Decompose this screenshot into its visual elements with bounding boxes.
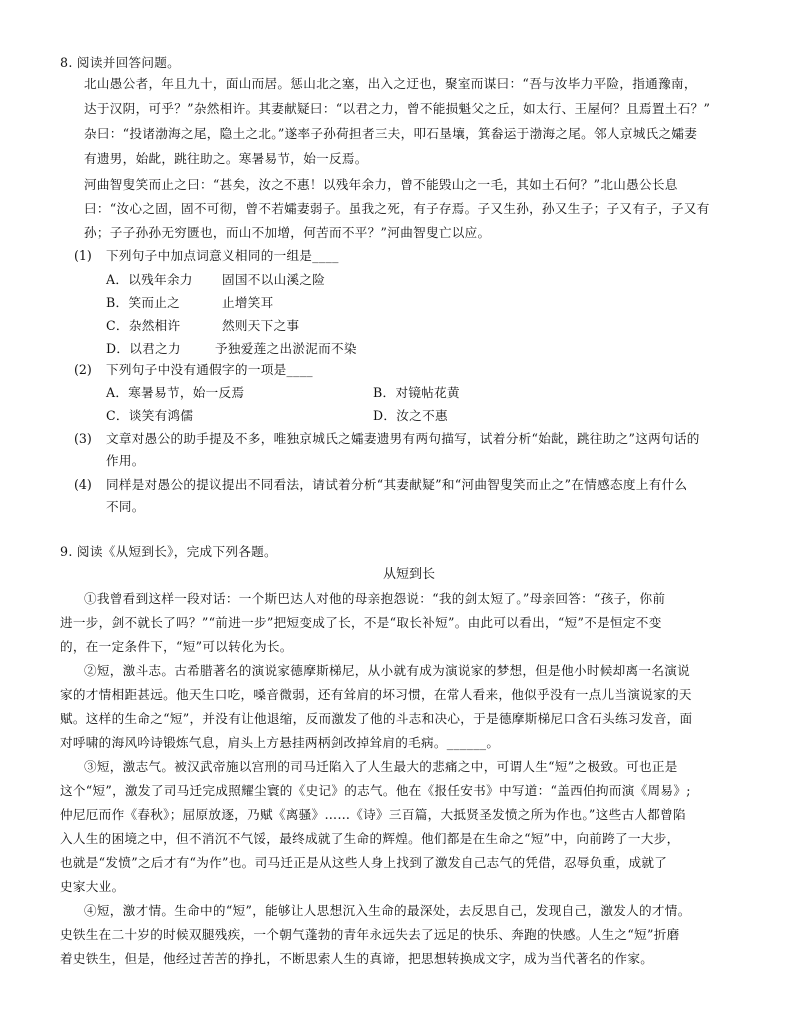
q8-sub2-number: (2) <box>74 362 92 377</box>
q8-passage-line: 达于汉阴，可乎？”杂然相许。其妻献疑曰：“以君之力，曾不能损魁父之丘，如太行、王屋何？且焉置土石？” <box>84 101 711 116</box>
q8-sub2-option-b: B．对镜帖花黄 <box>373 385 460 400</box>
q8-sub1-option-b: B．笑而止之 <box>106 295 181 310</box>
q8-sub1-option-c: C．杂然相许 <box>106 318 181 333</box>
article-paragraph-line: ③短，激志气。被汉武帝施以宫刑的司马迁陷入了人生最大的悲痛之中，可谓人生“短”之极致。可也正是 <box>84 759 678 774</box>
q8-sub1-option-b-pair: 止增笑耳 <box>222 295 274 310</box>
article-title: 从短到长 <box>383 567 436 582</box>
q8-sub4-text: 不同。 <box>106 499 145 514</box>
q8-sub1-number: (1) <box>74 248 92 263</box>
q8-sub3-text: 文章对愚公的助手提及不多，唯独京城氏之孀妻遗男有两句描写，试着分析“始龀，跳往助之”这两句话的 <box>106 431 700 446</box>
q8-sub1-option-a-pair: 固国不以山溪之险 <box>222 272 326 287</box>
article-paragraph-line: 这个“短”，激发了司马迁完成照耀尘寰的《史记》的志气。他在《报任安书》中写道：“盖西伯拘而演《周易》; <box>60 783 691 798</box>
q8-passage-line: 有遗男，始龀，跳往助之。寒暑易节，始一反焉。 <box>84 151 368 166</box>
article-paragraph-line: 入人生的困境之中，但不消沉不气馁，最终成就了生命的辉煌。他们都是在生命之“短”中，向前跨了一大步， <box>60 831 680 846</box>
article-paragraph-line: 的，在一定条件下，“短”可以转化为长。 <box>60 639 293 654</box>
q8-sub1-option-c-pair: 然则天下之事 <box>222 318 300 333</box>
q8-passage-line: 河曲智叟笑而止之曰：“甚矣，汝之不惠！以残年余力，曾不能毁山之一毛，其如土石何？”北山愚公长息 <box>84 177 678 192</box>
q8-sub2-option-a: A．寒暑易节，始一反焉 <box>106 385 245 400</box>
q8-passage-line: 杂曰：“投诸渤海之尾，隐土之北。”遂率子孙荷担者三夫，叩石垦壤，箕畚运于渤海之尾。邻人京城氏之孀妻 <box>84 126 698 141</box>
q8-sub2-option-c: C．谈笑有鸿儒 <box>106 408 194 423</box>
article-paragraph-line: 进一步，剑不就长了吗？”“前进一步”把短变成了长，不是“取长补短”。由此可以看出，“短”不是恒定不变 <box>60 615 662 630</box>
q8-sub3-text: 作用。 <box>106 453 145 468</box>
article-paragraph-line: 史铁生在二十岁的时候双腿残疾，一个朝气蓬勃的青年永远失去了远足的快乐、奔跑的快感。人生之“短”折磨 <box>60 927 680 942</box>
q8-sub1-option-a: A．以残年余力 <box>106 272 193 287</box>
article-paragraph-line: 史家大业。 <box>60 879 125 894</box>
q8-passage-line: 孙；子子孙孙无穷匮也，而山不加增，何苦而不平？”河曲智叟亡以应。 <box>84 225 491 240</box>
article-paragraph-line: 对呼啸的海风吟诗锻炼气息，肩头上方悬挂两柄剑改掉耸肩的毛病。______。 <box>60 735 500 750</box>
q8-sub3-number: (3) <box>74 431 92 446</box>
q8-sub1-question: 下列句子中加点词意义相同的一组是____ <box>106 248 339 263</box>
q8-passage-line: 北山愚公者，年且九十，面山而居。惩山北之塞，出入之迂也，聚室而谋曰：“吾与汝毕力平险，指通豫南， <box>84 76 697 91</box>
q9-heading: 9. 阅读《从短到长》，完成下列各题。 <box>60 544 277 559</box>
q8-sub4-text: 同样是对愚公的提议提出不同看法，请试着分析“其妻献疑”和“河曲智叟笑而止之”在情感态度上有什么 <box>106 477 688 492</box>
q8-sub2-option-d: D．汝之不惠 <box>373 408 448 423</box>
q8-sub2-question: 下列句子中没有通假字的一项是____ <box>106 362 313 377</box>
article-paragraph-line: ②短，激斗志。古希腊著名的演说家德摩斯梯尼，从小就有成为演说家的梦想，但是他小时候却离一名演说 <box>84 663 691 678</box>
q8-sub1-option-d-pair: 予独爱莲之出淤泥而不染 <box>215 341 357 356</box>
q8-sub1-option-d: D．以君之力 <box>106 341 181 356</box>
article-paragraph-line: 也就是“发愤”之后才有“为作”也。司马迁正是从这些人身上找到了激发自己志气的凭借，忍辱负重，成就了 <box>60 855 668 870</box>
q8-heading: 8. 阅读并回答问题。 <box>60 55 181 70</box>
article-paragraph-line: 赋。这样的生命之“短”，并没有让他退缩，反而激发了他的斗志和决心，于是德摩斯梯尼口含石头练习发音，面 <box>60 711 693 726</box>
article-paragraph-line: 着史铁生，但是，他经过苦苦的挣扎，不断思索人生的真谛，把思想转换成文字，成为当代著名的作家。 <box>60 951 654 966</box>
q8-passage-line: 曰：“汝心之固，固不可彻，曾不若孀妻弱子。虽我之死，有子存焉。子又生孙，孙又生子；子又有子，子又有 <box>84 201 710 216</box>
article-paragraph-line: ④短，激才情。生命中的“短”，能够让人思想沉入生命的最深处，去反思自己，发现自己，激发人的才情。 <box>84 903 691 918</box>
q8-sub4-number: (4) <box>74 477 92 492</box>
article-paragraph-line: 家的才情相距甚远。他天生口吃，嗓音微弱，还有耸肩的坏习惯，在常人看来，他似乎没有一点儿当演说家的天 <box>60 687 692 702</box>
article-paragraph-line: ①我曾看到这样一段对话：一个斯巴达人对他的母亲抱怨说：“我的剑太短了。”母亲回答：“孩子，你前 <box>84 591 666 606</box>
article-paragraph-line: 仲尼厄而作《春秋》；屈原放逐，乃赋《离骚》……《诗》三百篇，大抵贤圣发愤之所为作也。”这些古人都曾陷 <box>60 807 686 822</box>
